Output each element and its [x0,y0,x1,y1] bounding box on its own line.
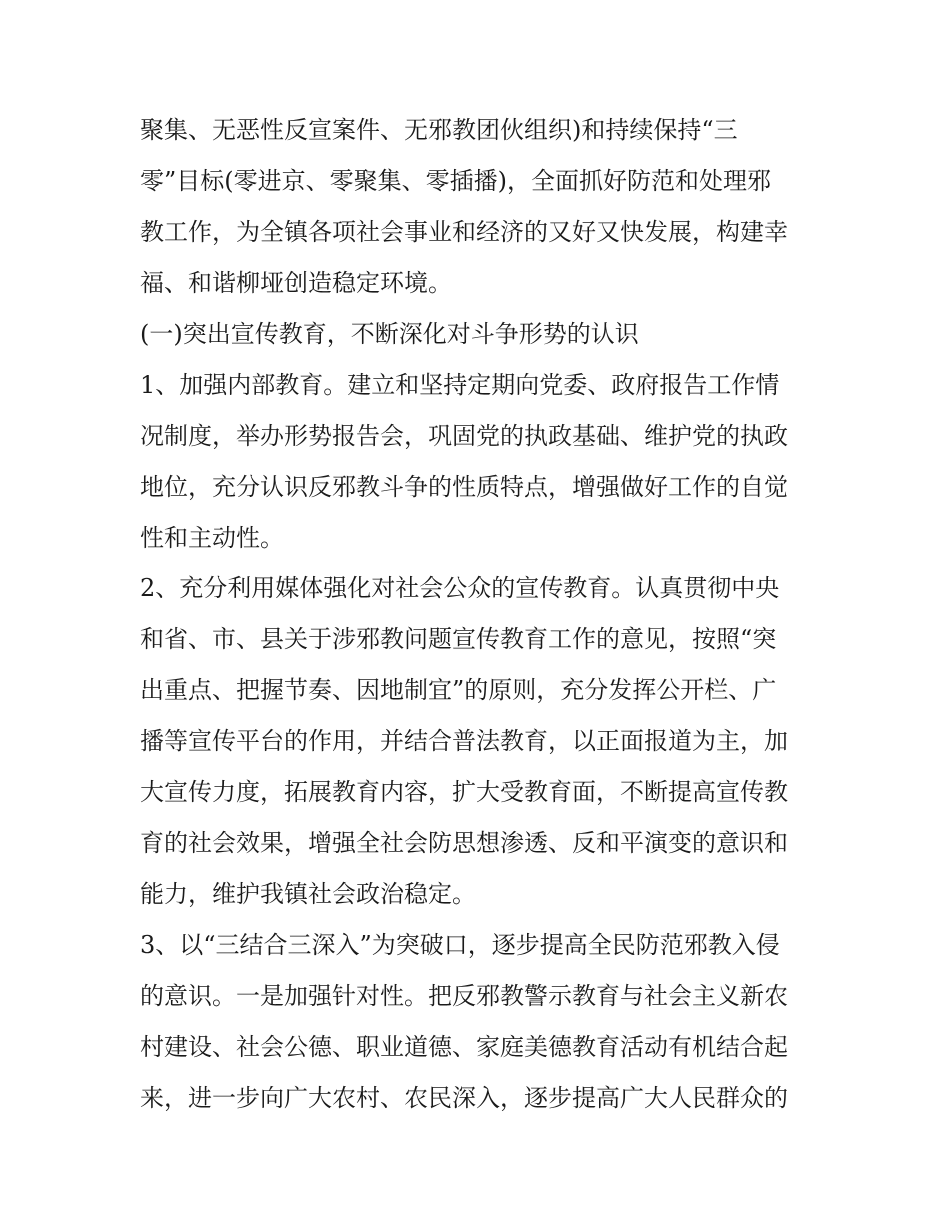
section-heading: (一)突出宣传教育，不断深化对斗争形势的认识 [140,319,639,348]
document-body [140,105,820,1124]
text-line: 的意识。一是加强针对性。把反邪教警示教育与社会主义新农 [140,981,788,1010]
text-line: 零”目标(零进京、零聚集、零插播)，全面抓好防范和处理邪 [140,166,771,195]
text-line: 教工作，为全镇各项社会事业和经济的又好又快发展，构建幸 [140,217,788,246]
text-line: 3、以“三结合三深入”为突破口，逐步提高全民防范邪教入侵 [140,931,780,959]
text-line: 和省、市、县关于涉邪教问题宣传教育工作的意见，按照“突 [140,625,777,654]
text-line: 来，进一步向广大农村、农民深入，逐步提高广大人民群众的 [140,1083,788,1112]
text-line: 大宣传力度，拓展教育内容，扩大受教育面，不断提高宣传教 [140,778,788,807]
text-line: 1、加强内部教育。建立和坚持定期向党委、政府报告工作情 [140,370,780,399]
text-line: 地位，充分认识反邪教斗争的性质特点，增强做好工作的自觉 [140,472,788,501]
text-line: 福、和谐柳垭创造稳定环境。 [140,268,452,297]
text-line: 村建设、社会公德、职业道德、家庭美德教育活动有机结合起 [140,1032,788,1061]
text-line: 2、充分利用媒体强化对社会公众的宣传教育。认真贯彻中央 [140,574,780,603]
text-line: 聚集、无恶性反宣案件、无邪教团伙组织)和持续保持“三 [140,116,738,144]
text-line: 出重点、把握节奏、因地制宜”的原则，充分发挥公开栏、广 [140,676,777,705]
text-line: 育的社会效果，增强全社会防思想渗透、反和平演变的意识和 [140,829,788,858]
text-line: 况制度，举办形势报告会，巩固党的执政基础、维护党的执政 [140,421,788,450]
text-line: 能力，维护我镇社会政治稳定。 [140,880,476,909]
text-line: 播等宣传平台的作用，并结合普法教育，以正面报道为主，加 [140,727,788,756]
text-line: 性和主动性。 [140,523,284,552]
